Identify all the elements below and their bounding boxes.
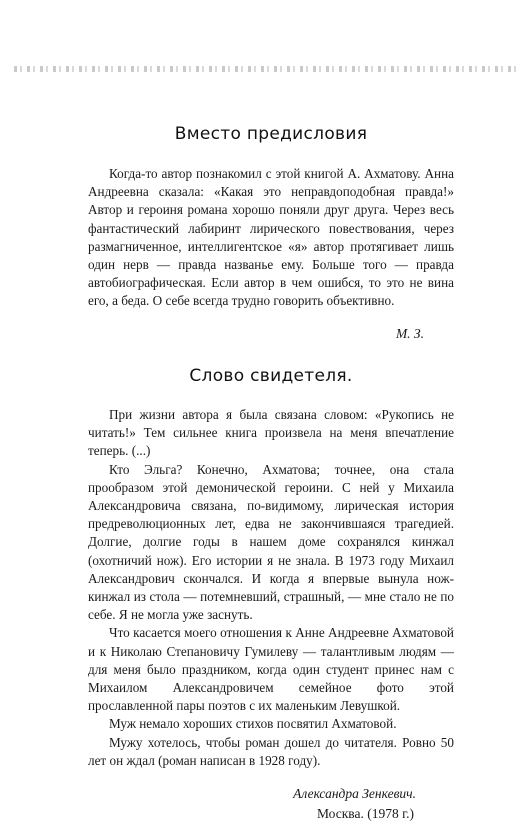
witness-signature-block bbox=[88, 784, 454, 824]
foreword-title: Вместо предисловия bbox=[174, 124, 368, 144]
witness-paragraph-4: Муж немало хороших стихов посвятил Ахматовой. bbox=[109, 716, 397, 732]
witness-author: Александра Зенкевич. bbox=[293, 786, 416, 802]
section-witness bbox=[88, 366, 454, 824]
scan-artifact-strip bbox=[14, 66, 516, 72]
section-foreword bbox=[88, 124, 454, 342]
witness-paragraph-5: Мужу хотелось, чтобы роман дошел до читателя. Ровно 50 лет он ждал (роман написан в 1928 году). bbox=[88, 734, 454, 768]
witness-paragraph-1: При жизни автора я была связана словом: «Рукопись не читать!» Тем сильнее книга произвела на меня впечатление теперь. (...) bbox=[88, 407, 454, 459]
witness-body bbox=[88, 406, 454, 770]
witness-title: Слово свидетеля. bbox=[189, 366, 353, 386]
foreword-signature: М. З. bbox=[395, 325, 424, 341]
foreword-paragraph: Когда-то автор познакомил с этой книгой А. Ахматову. Анна Андреевна сказала: «Какая это неправдоподобная правда!» Автор и героиня романа хорошо поняли друг друга. Через весь фантастический лабиринт лирического повествования, через размагниченное, интеллигентское «я» автор протягивает лишь один нерв — правда названье ему. Больше того — правда автобиографическая. Если автор в чем ошибся, то это не вина его, а беда. О себе всегда трудно говорить объективно. bbox=[88, 166, 454, 309]
witness-place-date: Москва. (1978 г.) bbox=[317, 806, 414, 822]
witness-paragraph-3: Что касается моего отношения к Анне Андреевне Ахматовой и к Николаю Степановичу Гумилеву — талантливым людям — для меня было праздником, когда один студент принес нам с Михаилом Александровичем семейное фото этой прославленной пары поэтов с их маленьким Левушкой. bbox=[88, 625, 454, 714]
foreword-body bbox=[88, 165, 454, 311]
witness-paragraph-2: Кто Эльга? Конечно, Ахматова; точнее, она стала прообразом этой демонической героини. С ней у Михаила Александровича связана, по-видимому, лирическая история предреволюционных лет, едва не закончившаяся трагедией. Долгие, долгие годы в нашем доме сохранялся кинжал (охотничий нож). Его истории я не знала. В 1973 году Михаил Александрович скончался. И когда я впервые вынула нож-кинжал из стола — потемневший, страшный, — мне стало не по себе. Я не могла уже заснуть. bbox=[88, 461, 454, 623]
